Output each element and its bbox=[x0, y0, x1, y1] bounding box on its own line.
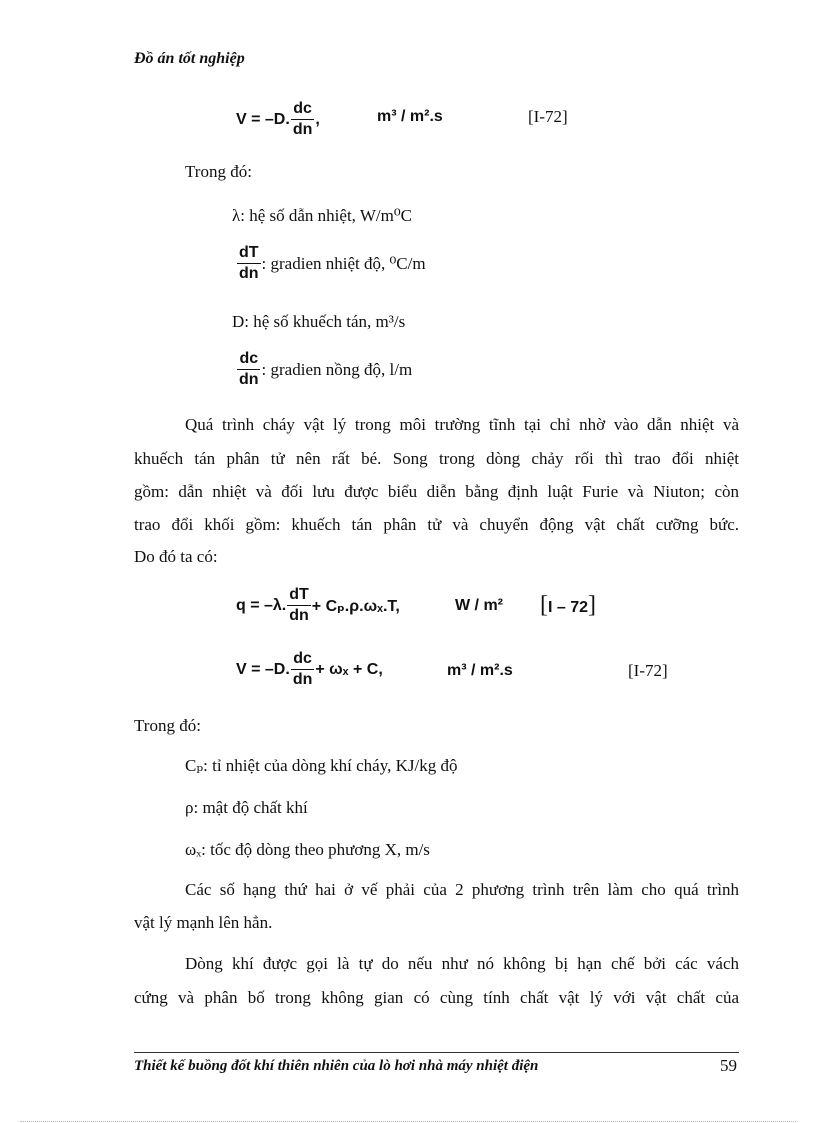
eq1-units: m³ / m².s bbox=[377, 108, 443, 125]
paragraph-1-line-4: trao đổi khối gồm: khuếch tán phân tử và chuyển động vật chất cưỡng bức. bbox=[134, 515, 739, 534]
equation-heat-flux bbox=[236, 586, 400, 625]
eq3-lhs: V = –D. bbox=[236, 660, 290, 678]
paragraph-3-line-2: cứng và phân bố trong không gian có cùng tính chất vật lý với vật chất của bbox=[134, 988, 739, 1007]
dc-denominator: dn bbox=[239, 371, 259, 388]
eq3-units: m³ / m².s bbox=[447, 662, 513, 679]
dc-description: : gradien nồng độ, l/m bbox=[261, 359, 413, 379]
paragraph-1-line-2: khuếch tán phân tử nên rất bé. Song trong dòng chảy rối thì trao đổi nhiệt bbox=[134, 449, 739, 468]
def-specific-heat: Cₚ: tỉ nhiệt của dòng khí cháy, KJ/kg độ bbox=[185, 756, 458, 775]
def-flow-velocity: ωₓ: tốc độ dòng theo phương X, m/s bbox=[185, 840, 430, 859]
dT-denominator: dn bbox=[239, 265, 259, 282]
page-number: 59 bbox=[720, 1056, 737, 1075]
footer-title: Thiết kế buồng đốt khí thiên nhiên của lò hơi nhà máy nhiệt điện bbox=[134, 1058, 539, 1074]
def-density: ρ: mật độ chất khí bbox=[185, 798, 308, 817]
eq2-lhs: q = –λ. bbox=[236, 596, 287, 614]
eq2-units: W / m² bbox=[455, 597, 503, 614]
paragraph-1-line-3: gồm: dẫn nhiệt và đối lưu được biểu diễn bằng định luật Furie và Niuton; còn bbox=[134, 482, 739, 501]
eq1-reference: [I-72] bbox=[528, 107, 568, 126]
paragraph-3-line-1: Dòng khí được gọi là tự do nếu như nó không bị hạn chế bởi các vách bbox=[185, 954, 739, 973]
def-diffusion: D: hệ số khuếch tán, m³/s bbox=[232, 312, 406, 331]
eq2-reference: [I – 72] bbox=[540, 592, 597, 618]
def-lambda: λ: hệ số dẫn nhiệt, W/m⁰C bbox=[232, 206, 413, 225]
eq3-rhs: + ωₓ + C, bbox=[315, 660, 383, 678]
paragraph-2-line-2: vật lý mạnh lên hẳn. bbox=[134, 913, 273, 932]
eq2-rhs: + Cₚ.ρ.ωₓ.T, bbox=[311, 597, 400, 615]
paragraph-1-line-1: Quá trình cháy vật lý trong môi trường tĩnh tại chỉ nhờ vào dẫn nhiệt và bbox=[185, 415, 739, 434]
eq2-denominator: dn bbox=[289, 607, 309, 624]
dc-fraction bbox=[237, 350, 261, 389]
paragraph-1-line-5: Do đó ta có: bbox=[134, 547, 218, 566]
dc-numerator: dc bbox=[237, 350, 260, 370]
eq2-numerator: dT bbox=[287, 586, 311, 606]
page-header-title: Đồ án tốt nghiệp bbox=[134, 50, 245, 67]
eq3-numerator: dc bbox=[291, 650, 314, 670]
def-concentration-gradient bbox=[236, 350, 412, 389]
where-label-1: Trong đó: bbox=[185, 162, 252, 181]
dT-numerator: dT bbox=[237, 244, 261, 264]
eq1-numerator: dc bbox=[291, 100, 314, 120]
eq1-lhs: V = –D. bbox=[236, 110, 290, 128]
def-temperature-gradient bbox=[236, 244, 426, 283]
paragraph-2-line-1: Các số hạng thứ hai ở vế phải của 2 phương trình trên làm cho quá trình bbox=[185, 880, 739, 899]
eq1-denominator: dn bbox=[292, 121, 313, 138]
equation-velocity bbox=[236, 100, 320, 139]
equation-mass-flux bbox=[236, 650, 383, 689]
eq1-fraction bbox=[291, 100, 315, 139]
eq3-reference: [I-72] bbox=[628, 661, 668, 680]
eq2-fraction bbox=[287, 586, 311, 625]
eq3-denominator: dn bbox=[292, 671, 313, 688]
dT-description: : gradien nhiệt độ, ⁰C/m bbox=[261, 253, 426, 273]
eq1-comma: , bbox=[315, 110, 320, 128]
eq3-fraction bbox=[291, 650, 315, 689]
where-label-2: Trong đó: bbox=[134, 716, 201, 735]
page-bottom-edge bbox=[20, 1121, 796, 1122]
footer-divider bbox=[134, 1052, 739, 1053]
dT-fraction bbox=[237, 244, 261, 283]
eq2-reference-text: I – 72 bbox=[548, 599, 589, 616]
